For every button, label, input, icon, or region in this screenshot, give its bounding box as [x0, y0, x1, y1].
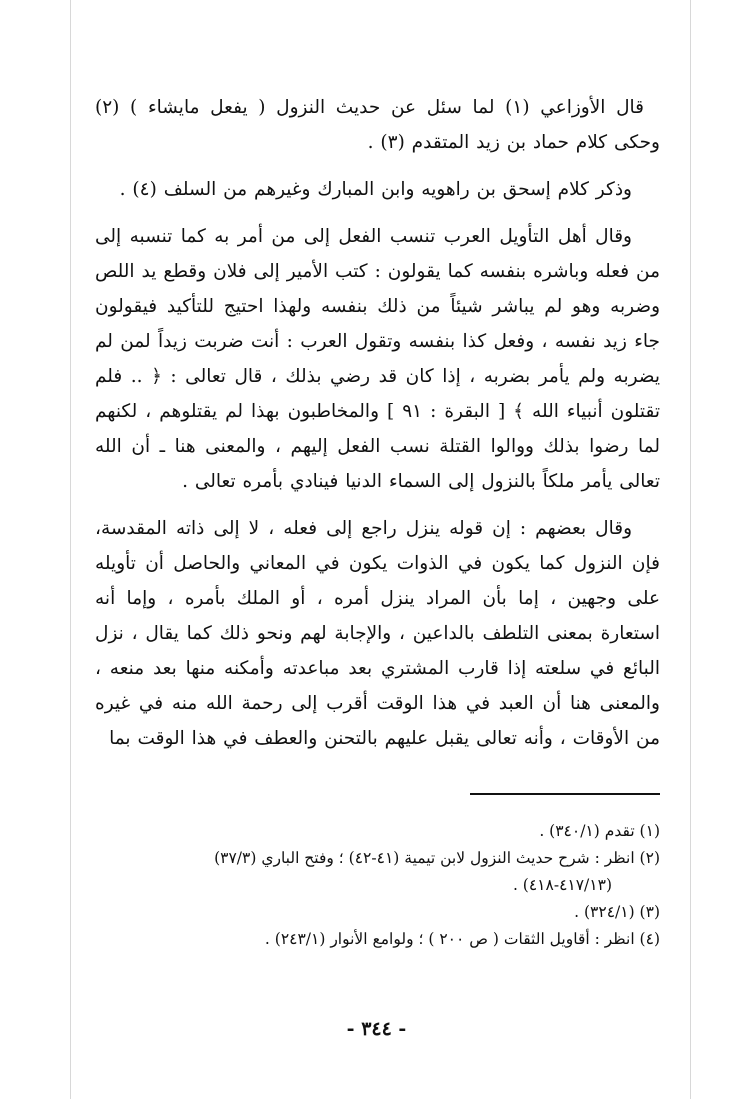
paragraph-4: وقال بعضهم : إن قوله ينزل راجع إلى فعله ، لا إلى ذاته المقدسة، فإن النزول كما يكون في الذوات يكون في المعاني والحاصل أن تأويله على وجهين ، إما بأن المراد ينزل أمره ، أو الملك بأمره ، وإما أنه استعارة بمعنى التلطف بالداعين ، والإجابة لهم ونحو ذلك كما يقال ، نزل البائع في سلعته إذا قارب المشتري بعد مباعدته وأمكنه منها بعد منعه ، والمعنى هنا أن العبد في هذا الوقت أقرب إلى رحمة الله منه في غيره من الأوقات ، وأنه تعالى يقبل عليهم بالتحنن والعطف في هذا الوقت بما — [95, 518, 660, 749]
footnotes — [95, 818, 660, 953]
paragraph-3: وقال أهل التأويل العرب تنسب الفعل إلى من أمر به كما تنسبه إلى من فعله وباشره بنفسه كما يقولون : كتب الأمير إلى فلان وقطع يد اللص وضربه وهو لم يباشر شيئاً من ذلك بنفسه ولهذا احتيج للتأكيد فيقولون جاء زيد نفسه ، وفعل كذا بنفسه وتقول العرب : أنت ضربت زيداً لمن لم يضربه ولم يأمر بضربه ، إذا كان قد رضي بذلك ، قال تعالى : ﴿ .. فلم تقتلون أنبياء الله ﴾ [ البقرة : ٩١ ] والمخاطبون بهذا لم يقتلوهم ، لكنهم لما رضوا بذلك ووالوا القتلة نسب الفعل إليهم ، والمعنى هنا ـ أن الله تعالى يأمر ملكاً بالنزول إلى السماء الدنيا فينادي بأمره تعالى . — [95, 226, 660, 492]
paragraph-2: وذكر كلام إسحق بن راهويه وابن المبارك وغيرهم من السلف (٤) . — [119, 179, 632, 200]
scan-edge-left — [70, 0, 71, 1099]
footnote-2-continued: (٤١٧/١٣-٤١٨) . — [512, 876, 612, 894]
page-number: - ٣٤٤ - — [346, 1018, 407, 1040]
footnote-1: (١) تقدم (٣٤٠/١) . — [539, 822, 660, 840]
scan-edge-right — [690, 0, 691, 1099]
footnote-4: (٤) انظر : أقاويل الثقات ( ص ٢٠٠ ) ؛ ولوامع الأنوار (٢٤٣/١) . — [264, 930, 660, 948]
footnote-divider — [470, 793, 660, 795]
footnote-3: (٣) (٣٢٤/١) . — [574, 903, 660, 921]
page-body — [95, 90, 660, 768]
paragraph-1: قال الأوزاعي (١) لما سئل عن حديث النزول ( يفعل مايشاء ) (٢) وحكى كلام حماد بن زيد المتقدم (٣) . — [95, 97, 660, 153]
footnote-2: (٢) انظر : شرح حديث النزول لابن تيمية (٤١-٤٢) ؛ وفتح الباري (٣٧/٣) — [214, 849, 660, 867]
